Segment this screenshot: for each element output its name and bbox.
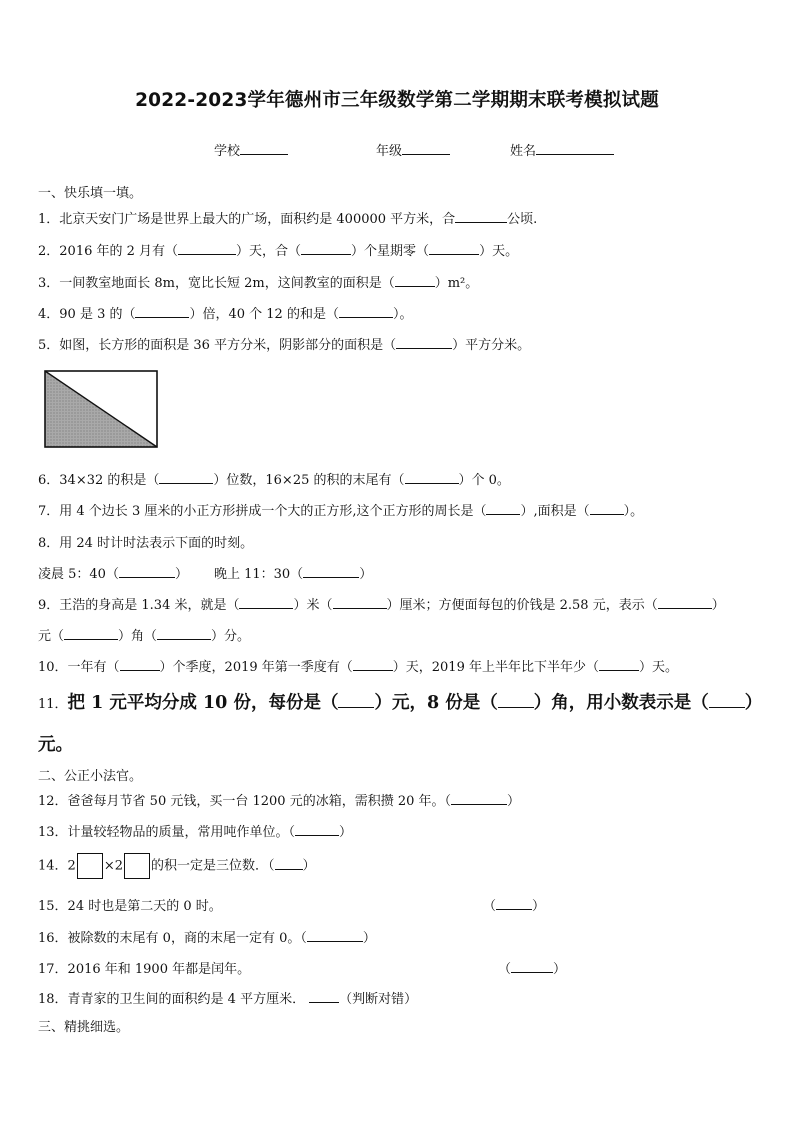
answer-blank[interactable]	[301, 242, 351, 255]
answer-blank[interactable]	[405, 471, 459, 484]
question-17-answer: （ ）	[498, 962, 567, 977]
question-8-parts: 凌晨 5：40（ ） 晚上 11：30（ ）	[38, 567, 373, 582]
grade-label: 年级	[376, 144, 403, 159]
question-9-cont: 元（ ）角（ ）分。	[38, 629, 251, 644]
answer-blank[interactable]	[307, 929, 363, 942]
question-9: 9．王浩的身高是 1.34 米，就是（ ）米（ ）厘米；方便面每包的价钱是 2.58 元，表示（ ）	[38, 598, 725, 613]
answer-blank[interactable]	[429, 242, 479, 255]
question-10: 10．一年有（ ）个季度，2019 年第一季度有（ ）天，2019 年上半年比下半年少（ ）天。	[38, 660, 678, 675]
answer-blank[interactable]	[511, 960, 553, 973]
page-title: 2022-2023学年德州市三年级数学第二学期期末联考模拟试题	[135, 90, 659, 111]
answer-blank[interactable]	[309, 990, 339, 1003]
question-12: 12．爸爸每月节省 50 元钱，买一台 1200 元的冰箱，需积攒 20 年。（ ）	[38, 794, 521, 809]
question-2: 2．2016 年的 2 月有（ ）天，合（ ）个星期零（ ）天。	[38, 244, 519, 259]
answer-blank[interactable]	[239, 596, 293, 609]
question-11: 11．把 1 元平均分成 10 份，每份是（ ）元，8 份是（ ）角，用小数表示是（ ）	[38, 693, 763, 713]
answer-blank[interactable]	[295, 823, 339, 836]
question-8: 8．用 24 时计时法表示下面的时刻。	[38, 536, 254, 551]
answer-blank[interactable]	[303, 565, 359, 578]
answer-blank[interactable]	[709, 692, 745, 708]
answer-blank[interactable]	[159, 471, 213, 484]
answer-blank[interactable]	[333, 596, 387, 609]
name-label: 姓名	[510, 144, 537, 159]
answer-blank[interactable]	[157, 627, 211, 640]
answer-blank[interactable]	[496, 897, 532, 910]
question-13: 13．计量较轻物品的质量，常用吨作单位。（ ）	[38, 825, 353, 840]
question-1: 1．北京天安门广场是世界上最大的广场，面积约是 400000 平方米，合 公顷.	[38, 212, 538, 227]
grade-field[interactable]	[376, 140, 450, 159]
name-field[interactable]	[510, 140, 614, 159]
answer-blank[interactable]	[451, 792, 507, 805]
question-18: 18．青青家的卫生间的面积约是 4 平方厘米． （判断对错）	[38, 992, 418, 1007]
answer-blank[interactable]	[395, 274, 435, 287]
digit-box[interactable]	[77, 853, 103, 879]
question-15: 15．24 时也是第二天的 0 时。	[38, 899, 222, 914]
grade-blank[interactable]	[402, 142, 450, 155]
answer-blank[interactable]	[455, 210, 507, 223]
question-11-cont: 元。	[38, 735, 73, 755]
question-17: 17．2016 年和 1900 年都是闰年。	[38, 962, 251, 977]
school-label: 学校	[214, 144, 241, 159]
school-field[interactable]	[214, 140, 288, 159]
answer-blank[interactable]	[486, 502, 520, 515]
rectangle-figure	[44, 370, 158, 448]
answer-blank[interactable]	[338, 692, 374, 708]
answer-blank[interactable]	[120, 658, 160, 671]
question-4: 4．90 是 3 的（ ）倍，40 个 12 的和是（ ）。	[38, 307, 413, 322]
answer-blank[interactable]	[275, 857, 303, 870]
answer-blank[interactable]	[178, 242, 236, 255]
answer-blank[interactable]	[658, 596, 712, 609]
digit-box[interactable]	[124, 853, 150, 879]
school-blank[interactable]	[240, 142, 288, 155]
answer-blank[interactable]	[590, 502, 624, 515]
answer-blank[interactable]	[353, 658, 393, 671]
question-15-answer: （ ）	[483, 899, 546, 914]
question-14: 14．2 ×2 的积一定是三位数．（ ）	[38, 853, 316, 879]
section2-heading: 二、公正小法官。	[38, 769, 143, 784]
question-5: 5．如图，长方形的面积是 36 平方分米，阴影部分的面积是（ ）平方分米。	[38, 338, 531, 353]
answer-blank[interactable]	[599, 658, 639, 671]
question-7: 7．用 4 个边长 3 厘米的小正方形拼成一个大的正方形,这个正方形的周长是（ ）,面积是（ ）。	[38, 504, 644, 519]
answer-blank[interactable]	[396, 336, 452, 349]
answer-blank[interactable]	[339, 305, 393, 318]
question-3: 3．一间教室地面长 8m，宽比长短 2m，这间教室的面积是（ ）m²。	[38, 276, 479, 291]
section1-heading: 一、快乐填一填。	[38, 186, 143, 201]
section3-heading: 三、精挑细选。	[38, 1020, 130, 1035]
name-blank[interactable]	[536, 142, 614, 155]
answer-blank[interactable]	[64, 627, 118, 640]
question-6: 6．34×32 的积是（ ）位数，16×25 的积的末尾有（ ）个 0。	[38, 473, 510, 488]
answer-blank[interactable]	[135, 305, 189, 318]
question-16: 16．被除数的末尾有 0，商的末尾一定有 0。（ ）	[38, 931, 376, 946]
answer-blank[interactable]	[498, 692, 534, 708]
answer-blank[interactable]	[119, 565, 175, 578]
